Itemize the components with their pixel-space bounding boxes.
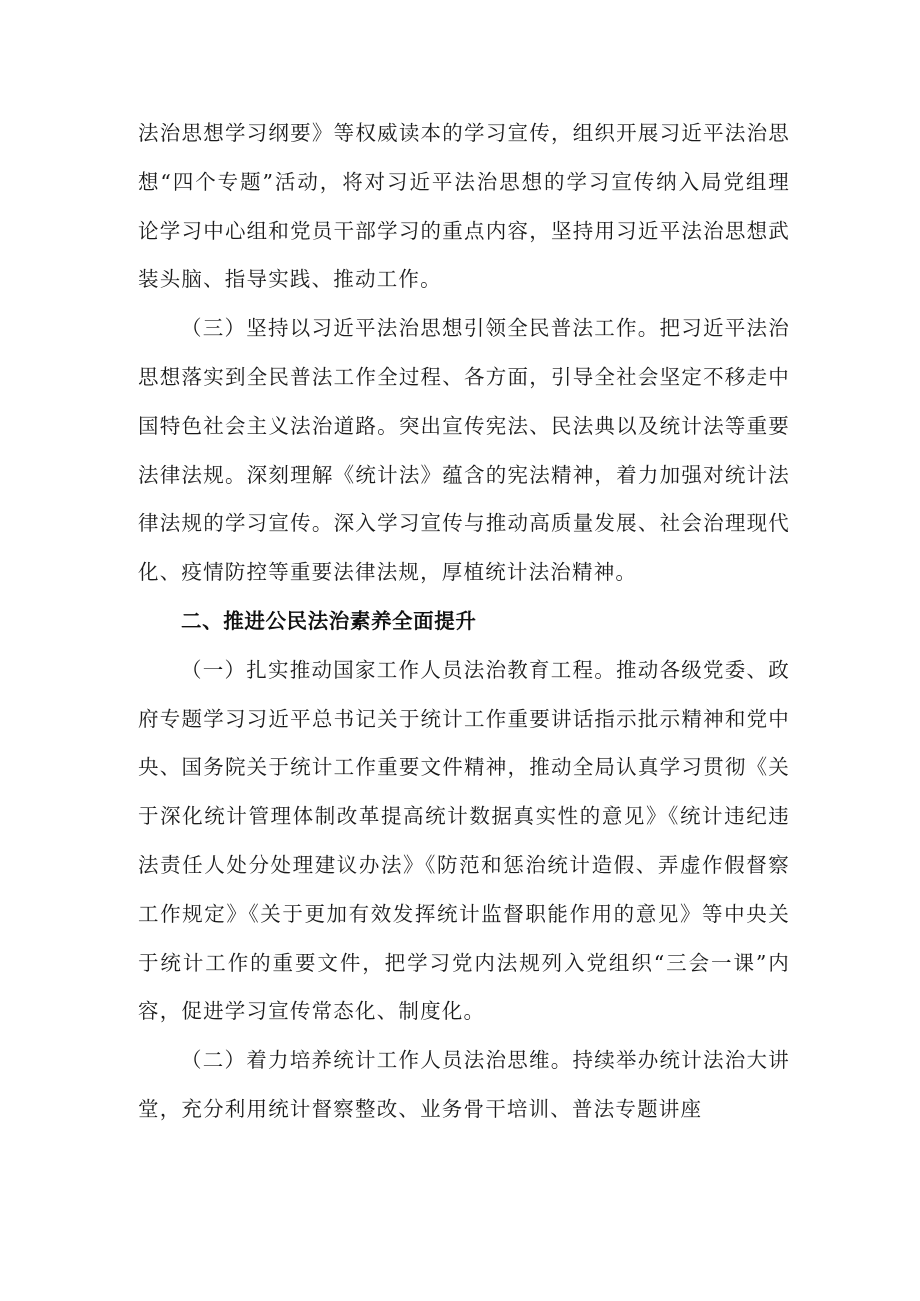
paragraph-continuation: 法治思想学习纲要》等权威读本的学习宣传，组织开展习近平法治思想“四个专题”活动，将对习近平法治思想的学习宣传纳入局党组理论学习中心组和党员干部学习的重点内容，坚持用习近平法治思想武装头脑、指导实践、推动工作。 — [138, 121, 790, 292]
paragraph-section-three: （三）坚持以习近平法治思想引领全民普法工作。把习近平法治思想落实到全民普法工作全过程、各方面，引导全社会坚定不移走中国特色社会主义法治道路。突出宣传宪法、民法典以及统计法等重要法律法规。深刻理解《统计法》蕴含的宪法精神，着力加强对统计法律法规的学习宣传。深入学习宣传与推动高质量发展、社会治理现代化、疫情防控等重要法律法规，厚植统计法治精神。 — [138, 316, 790, 585]
paragraph-subsection-one: （一）扎实推动国家工作人员法治教育工程。推动各级党委、政府专题学习习近平总书记关于统计工作重要讲话指示批示精神和党中央、国务院关于统计工作重要文件精神，推动全局认真学习贯彻《关于深化统计管理体制改革提高统计数据真实性的意见》《统计违纪违法责任人处分处理建议办法》《防范和惩治统计造假、弄虚作假督察工作规定》《关于更加有效发挥统计监督职能作用的意见》等中央关于统计工作的重要文件，把学习党内法规列入党组织“三会一课”内容，促进学习宣传常态化、制度化。 — [138, 657, 790, 1024]
document-body — [138, 109, 790, 1134]
section-heading-two: 二、推进公民法治素养全面提升 — [181, 608, 477, 633]
paragraph-subsection-two: （二）着力培养统计工作人员法治思维。持续举办统计法治大讲堂，充分利用统计督察整改、业务骨干培训、普法专题讲座 — [138, 1048, 790, 1121]
